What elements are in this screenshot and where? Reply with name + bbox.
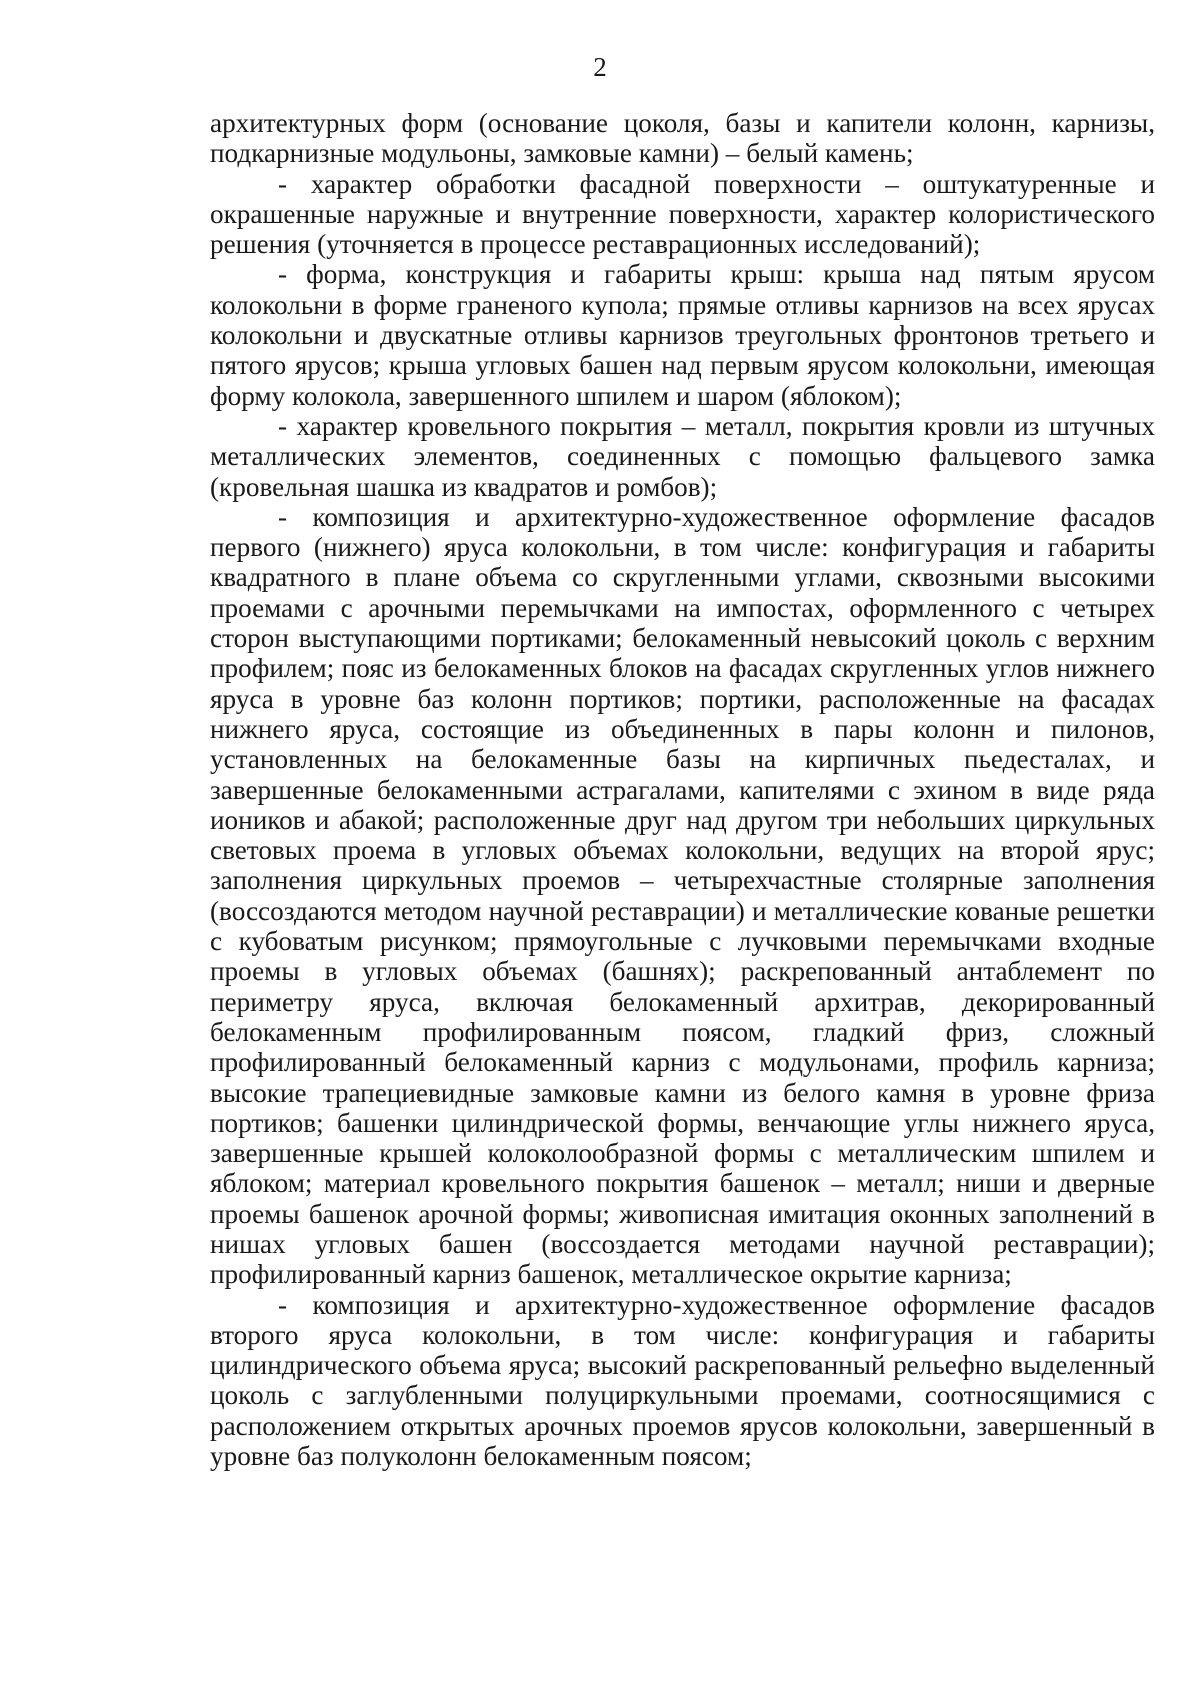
paragraph-roof-covering: - характер кровельного покрытия – металл, покрытия кровли из штучных металлических элементов, соединенных с помощью фальцевого замка (кровельная шашка из квадратов и ромбов); [210,410,1155,502]
page-number: 2 [593,52,607,82]
paragraph-first-tier-composition: - композиция и архитектурно-художественное оформление фасадов первого (нижнего) яруса колокольни, в том числе: конфигурация и габариты квадратного в плане объема со скругленными углами, сквозными высокими проемами с арочными перемычками на импостах, оформленного с четырех сторон выступающими портиками; белокаменный невысокий цоколь с верхним профилем; пояс из белокаменных блоков на фасадах скругленных углов нижнего яруса в уровне баз колонн портиков; портики, расположенные на фасадах нижнего яруса, состоящие из объединенных в пары колонн и пилонов, установленных на белокаменные базы на кирпичных пьедесталах, и завершенные белокаменными астрагалами, капителями с эхином в виде ряда иоников и абакой; расположенные друг над другом три небольших циркульных световых проема в угловых объемах колокольни, ведущих на второй ярус; заполнения циркульных проемов – четырехчастные столярные заполнения (воссоздаются методом научной реставрации) и металлические кованые решетки с кубоватым рисунком; прямоугольные с лучковыми перемычками входные проемы в угловых объемах (башнях); раскрепованный антаблемент по периметру яруса, включая белокаменный архитрав, декорированный белокаменным профилированным поясом, гладкий фриз, сложный профилированный белокаменный карниз с модульонами, профиль карниза; высокие трапециевидные замковые камни из белого камня в уровне фриза портиков; башенки цилиндрической формы, венчающие углы нижнего яруса, завершенные крышей колоколообразной формы с металлическим шпилем и яблоком; материал кровельного покрытия башенок – металл; ниши и дверные проемы башенок арочной формы; живописная имитация оконных заполнений в нишах угловых башен (воссоздается методами научной реставрации); профилированный карниз башенок, металлическое окрытие карниза; [210,501,1155,1290]
paragraph-facade-surface: - характер обработки фасадной поверхности – оштукатуренные и окрашенные наружные и внутренние поверхности, характер колористического решения (уточняется в процессе реставрационных исследований); [210,168,1155,260]
paragraph-second-tier-composition: - композиция и архитектурно-художественное оформление фасадов второго яруса колокольни, в том числе: конфигурация и габариты цилиндрического объема яруса; высокий раскрепованный рельефно выделенный цоколь с заглубленными полуциркульными проемами, соотносящимися с расположением открытых арочных проемов ярусов колокольни, завершенный в уровне баз полуколонн белокаменным поясом; [210,1289,1155,1472]
paragraph-roof-form: - форма, конструкция и габариты крыш: крыша над пятым ярусом колокольни в форме граненого купола; прямые отливы карнизов на всех ярусах колокольни и двускатные отливы карнизов треугольных фронтонов третьего и пятого ярусов; крыша угловых башен над первым ярусом колокольни, имеющая форму колокола, завершенного шпилем и шаром (яблоком); [210,259,1155,411]
document-body [210,108,1155,1471]
paragraph-continuation: архитектурных форм (основание цоколя, базы и капители колонн, карнизы, подкарнизные модульоны, замковые камни) – белый камень; [210,108,1155,169]
